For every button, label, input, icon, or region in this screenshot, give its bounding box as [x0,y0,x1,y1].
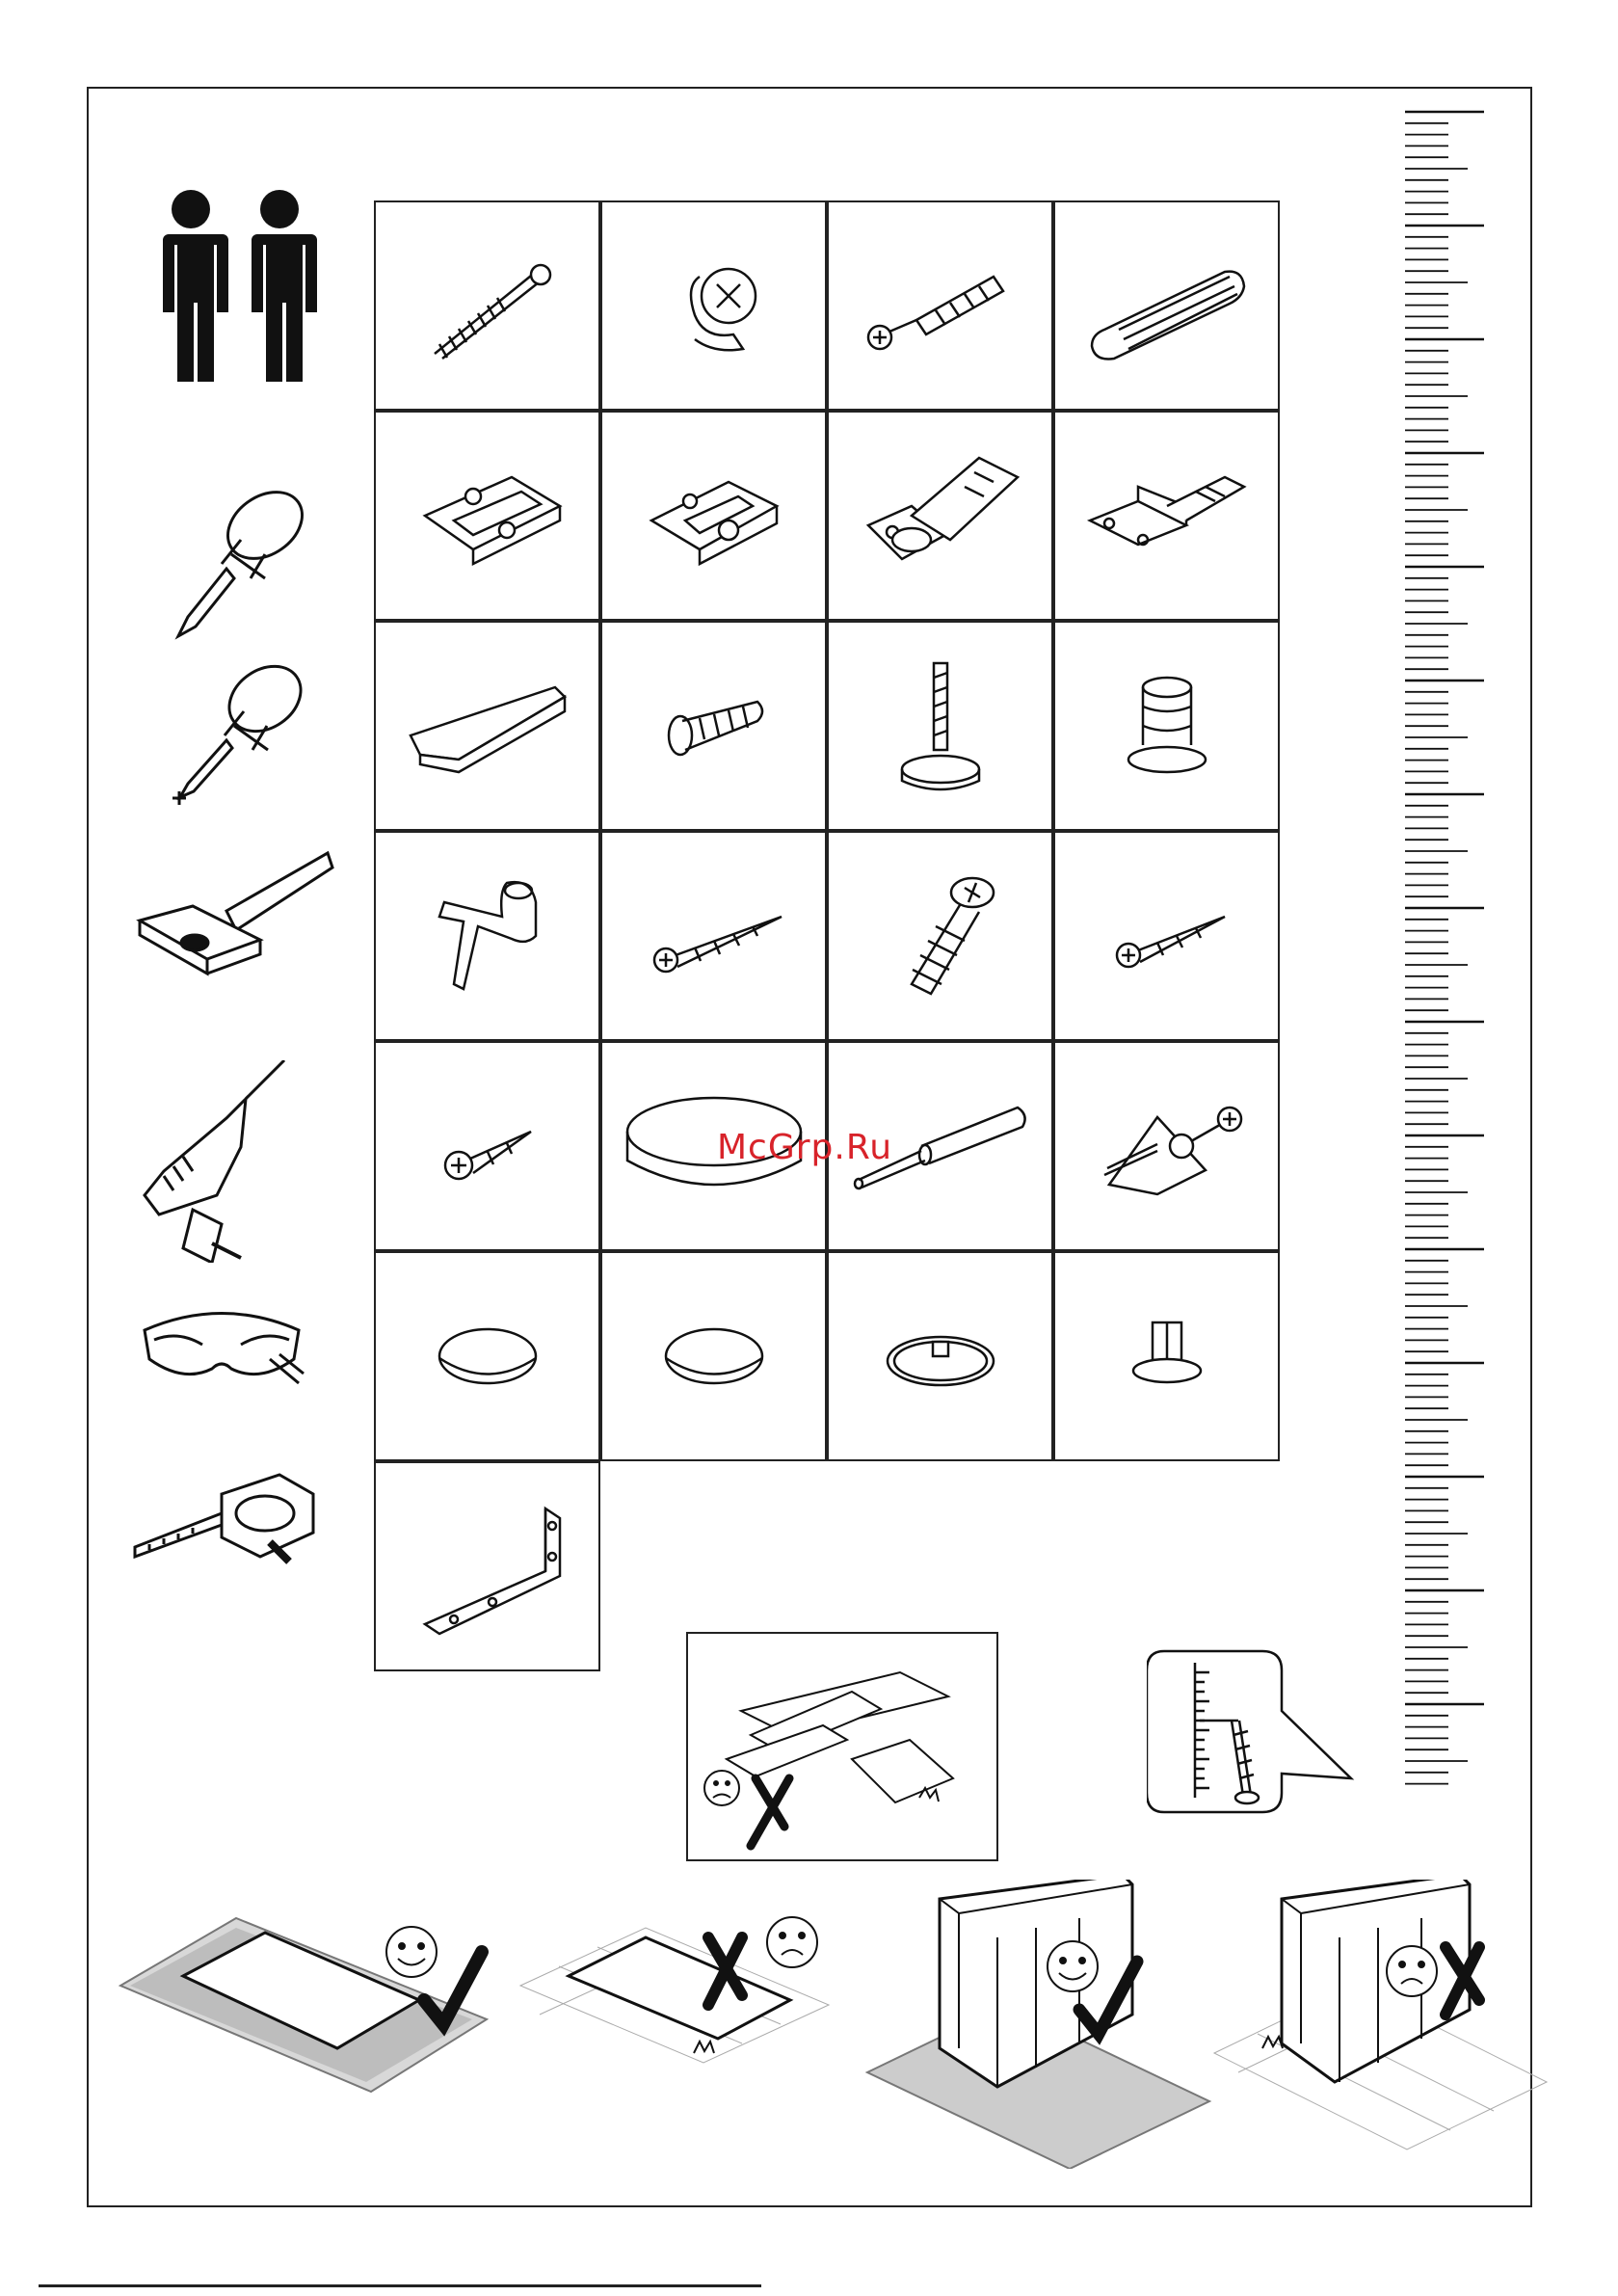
part-wood-screw [600,831,827,1041]
part-corner-hinge [1053,411,1280,621]
part-wood-screw-short [374,1041,600,1251]
part-cover-cap-2 [600,1251,827,1461]
part-corner-block [1053,1041,1280,1251]
part-hinge-mounting-plate-alt [600,411,827,621]
part-cam-bolt [374,200,600,411]
footer-rule [39,2284,761,2287]
advice-cabinet-on-hard-floor [1209,1880,1556,2169]
safety-glasses-icon [135,1301,308,1407]
part-hinge-mounting-plate [374,411,600,621]
part-wood-screw-small [1053,831,1280,1041]
part-angle-bracket [374,1461,600,1671]
advice-screw-length-check [1147,1643,1359,1817]
power-drill-icon [135,1060,308,1263]
part-adjustable-foot [827,621,1053,831]
hardware-parts-grid [374,200,1281,1671]
part-cam-lock [600,200,827,411]
part-furniture-glide [1053,621,1280,831]
part-shelf-pin [1053,1251,1280,1461]
part-cover-cap [374,1251,600,1461]
part-wooden-dowel [1053,200,1280,411]
flat-screwdriver-icon [149,487,323,641]
part-handle [374,621,600,831]
part-cam-cover [827,1251,1053,1461]
part-shelf-support [374,831,600,1041]
advice-cabinet-on-rug [862,1880,1229,2169]
two-persons-icon [149,188,323,386]
part-concealed-hinge [827,411,1053,621]
part-wall-plug-with-screw [827,200,1053,411]
phillips-screwdriver-icon [149,655,323,810]
tape-measure-icon [125,1465,318,1581]
hammer-icon [135,848,337,993]
part-handle-bolt [600,621,827,831]
measurement-ruler [1388,108,1484,1785]
advice-panel-on-rug [111,1904,496,2154]
advice-scattered-parts [686,1632,998,1861]
part-confirmat-screw [827,831,1053,1041]
advice-panel-on-hard-floor [501,1909,848,2121]
watermark-text: McGrp.Ru [717,1128,893,1167]
